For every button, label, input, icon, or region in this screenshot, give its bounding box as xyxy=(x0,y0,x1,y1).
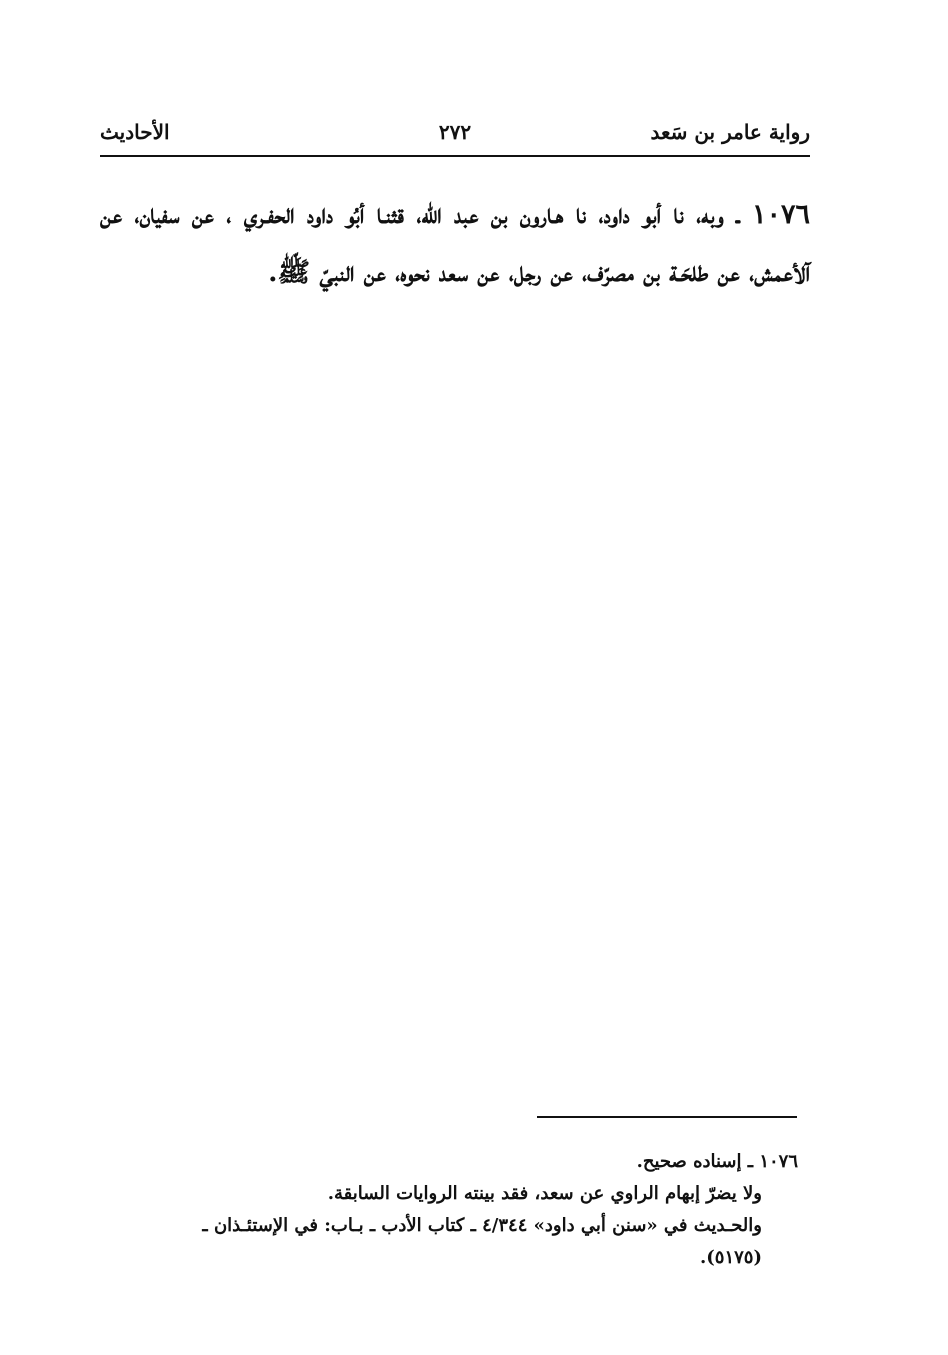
footnote-line: (٥١٧٥). xyxy=(700,1247,762,1268)
footnote-line: والحـديث في «سنن أبي داود» ٤/٣٤٤ ـ كتاب الأدب ـ بـاب: في الإستئـذان ـ xyxy=(202,1215,762,1236)
header-divider xyxy=(100,155,810,157)
footnote-divider xyxy=(537,1116,797,1118)
hadith-text: ١٠٧٦ ـ وبه، نا أبو داود، نا هـارون بن عبد الله، قثنـا أبُو داود الحفـري ، عن سفيان، عن آلأعمش، عن طلحَـة بن مصرّف، عن رجل، عن سعد نحوه، عن النبيّ ﷺ. xyxy=(100,199,810,288)
footnote-line: ١٠٧٦ ـ إسناده صحيح. xyxy=(636,1151,798,1172)
header-book-section: رواية عامر بن سَعد xyxy=(650,120,810,144)
header-chapter: الأحاديث xyxy=(100,120,170,144)
header-page-number: ٢٧٢ xyxy=(438,120,472,144)
footnote-line: ولا يضرّ إبهام الراوي عن سعد، فقد بينته الروايات السابقة. xyxy=(327,1183,762,1204)
footnotes xyxy=(90,1146,798,1274)
running-header xyxy=(100,120,810,154)
